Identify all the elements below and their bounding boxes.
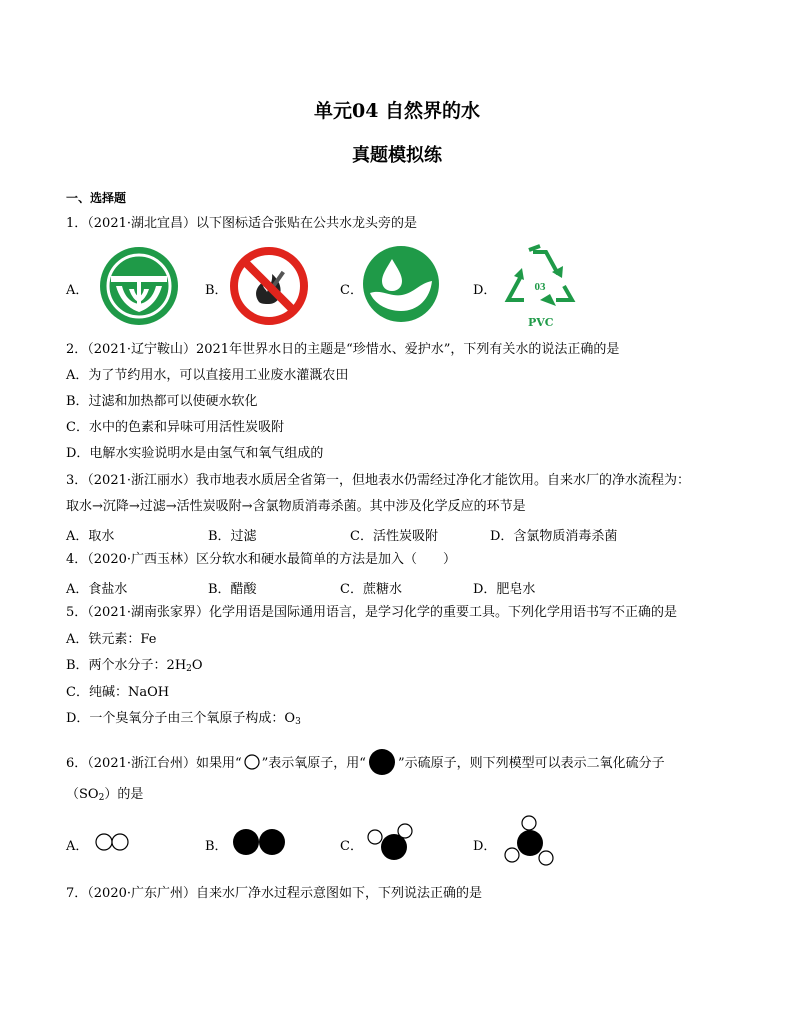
model-d-sulfur-trioxide-icon: [502, 814, 558, 868]
q3-option-c: C．活性炭吸附: [350, 529, 438, 544]
q4-option-d: D．肥皂水: [473, 582, 536, 597]
q1-option-d-label: D．: [473, 283, 497, 298]
water-drop-logo-icon: [362, 245, 440, 323]
q4-option-c: C．蔗糖水: [340, 582, 402, 597]
recycle-pvc-icon: [500, 242, 580, 316]
question-3-stem-line1: 3．（2021·浙江丽水）我市地表水质居全省第一，但地表水仍需经过净化才能饮用。自来水厂的净水流程为：: [66, 473, 690, 488]
question-2-stem: 2．（2021·辽宁鞍山）2021年世界水日的主题是“珍惜水、爱护水”，下列有关水的说法正确的是: [66, 342, 620, 357]
q3-option-a: A．取水: [66, 529, 115, 544]
q4-option-a: A．食盐水: [66, 582, 128, 597]
q2-option-d: D．电解水实验说明水是由氢气和氧气组成的: [66, 446, 324, 461]
model-a-two-oxygen-icon: [94, 832, 132, 852]
q2-option-b: B．过滤和加热都可以使硬水软化: [66, 394, 258, 409]
question-4-stem: 4．（2020·广西玉林）区分软水和硬水最简单的方法是加入（ ）: [66, 552, 456, 567]
q4-option-b: B．醋酸: [208, 582, 257, 597]
page-title: 单元04 自然界的水: [313, 100, 481, 122]
model-b-two-sulfur-icon: [232, 827, 288, 857]
section-heading: 一、选择题: [66, 191, 127, 205]
recycle-pvc-label: PVC: [528, 316, 554, 329]
page-subtitle: 真题模拟练: [352, 145, 442, 166]
q5-option-c: C．纯碱：NaOH: [66, 685, 170, 700]
recycle-number: 03: [534, 281, 546, 293]
q6-option-d-label: D．: [473, 839, 497, 854]
q2-option-a: A．为了节约用水，可以直接用工业废水灌溉农田: [66, 368, 349, 383]
question-5-stem: 5．（2021·湖南张家界）化学用语是国际通用语言，是学习化学的重要工具。下列化学用语书写不正确的是: [66, 605, 677, 620]
q1-option-c-label: C．: [340, 283, 363, 298]
q5-option-a: A．铁元素：Fe: [66, 632, 157, 647]
sulfur-atom-icon: [368, 748, 396, 776]
model-c-sulfur-dioxide-icon: [365, 822, 415, 864]
water-saving-logo-icon: [99, 246, 179, 326]
q3-option-b: B．过滤: [208, 529, 257, 544]
question-1-stem: 1．（2021·湖北宜昌）以下图标适合张贴在公共水龙头旁的是: [66, 216, 417, 231]
q5-option-b: B．两个水分子：$2H_2O$: [66, 658, 203, 674]
question-7-stem: 7．（2020·广东广州）自来水厂净水过程示意图如下，下列说法正确的是: [66, 886, 482, 901]
q6-option-b-label: B．: [205, 839, 228, 854]
oxygen-atom-icon: [244, 754, 260, 770]
q1-option-a-label: A．: [66, 283, 89, 298]
q3-option-d: D．含氯物质消毒杀菌: [490, 529, 618, 544]
q5-option-d: D．一个臭氧分子由三个氧原子构成：$O_3$: [66, 711, 301, 727]
q6-option-a-label: A．: [66, 839, 89, 854]
question-3-stem-line2: 取水→沉降→过滤→活性炭吸附→含氯物质消毒杀菌。其中涉及化学反应的环节是: [66, 499, 526, 514]
no-fire-sign-icon: [229, 246, 309, 326]
q1-option-b-label: B．: [205, 283, 228, 298]
q2-option-c: C．水中的色素和异味可用活性炭吸附: [66, 420, 284, 435]
question-6-stem-line2: $(SO_2)$的是: [66, 787, 144, 803]
question-6-stem: 6．（2021·浙江台州）如果用“ ”表示氧原子，用“ ”示硫原子，则下列模型可以表示二氧化硫分子: [66, 748, 665, 776]
q6-option-c-label: C．: [340, 839, 363, 854]
